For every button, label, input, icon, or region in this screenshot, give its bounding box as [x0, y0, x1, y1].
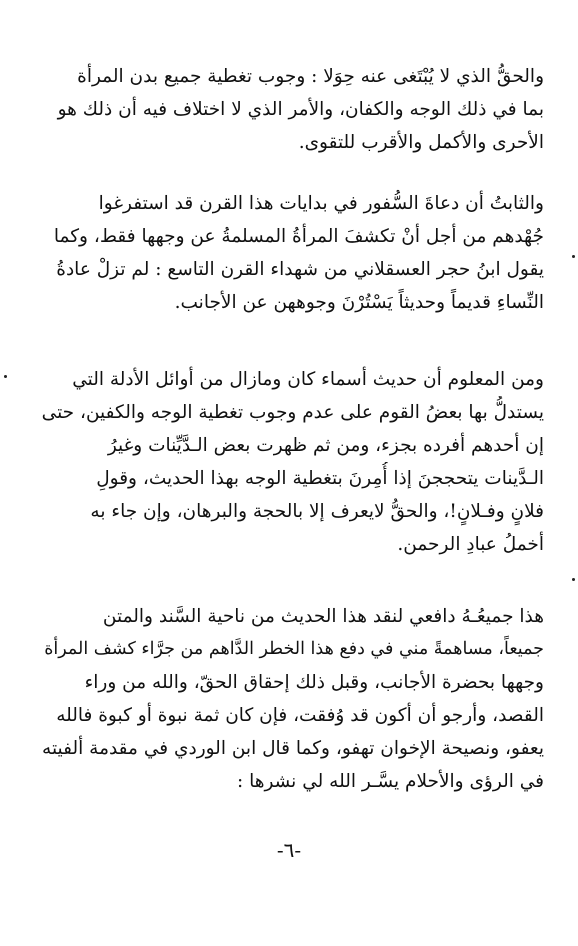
- paragraph-line: والحقُّ الذي لا يُبْتَغى عنه حِوَلا : وجوب تغطية جميع بدن المرأة: [77, 66, 544, 87]
- scan-speck-mark: [572, 578, 575, 581]
- paragraph-line: أخملُ عبادِ الرحمن.: [397, 534, 544, 555]
- scan-speck-mark: [572, 255, 575, 258]
- paragraph-line: النِّساءِ قديماً وحديثاً يَسْتُرْنَ وجوههن عن الأجانب.: [174, 292, 544, 313]
- scan-speck-mark: [4, 375, 7, 378]
- paragraph-line: إن أحدهم أفرده بجزء، ومن ثم ظهرت بعض الـدَّيِّنات وغيرُ: [107, 435, 544, 456]
- paragraph-line: الـدَّينات يتحججنَ إذا أُمِرنَ بتغطية الوجه بهذا الحديث، وقولِ: [96, 468, 544, 489]
- page-number: -٦-: [276, 838, 302, 862]
- paragraph-line: الأحرى والأكمل والأقرب للتقوى.: [298, 132, 544, 153]
- paragraph-4: [34, 600, 544, 798]
- paragraph-line: جميعاً، مساهمةً مني في دفع هذا الخطر الدَّاهم من جرَّاء كشف المرأة: [44, 639, 544, 659]
- paragraph-line: يعفو، ونصيحة الإخوان تهفو، وكما قال ابن الوردي في مقدمة ألفيته: [42, 738, 544, 759]
- paragraph-line: يقول ابنُ حجر العسقلاني من شهداء القرن التاسع : لم تزلْ عادةُ: [56, 259, 544, 280]
- paragraph-line: وجهها بحضرة الأجانب، وقبل ذلك إحقاق الحقّ، والله من وراء: [84, 672, 544, 693]
- paragraph-line: جُهْدهم من أجل أنْ تكشفَ المرأةُ المسلمةُ عن وجهها فقط، وكما: [53, 226, 544, 247]
- paragraph-line: في الرؤى والأحلام يسَّـر الله لي نشرها :: [236, 771, 544, 792]
- paragraph-line: القصد، وأرجو أن أكون قد وُفقت، فإن كان ثمة نبوة أو كبوة فالله: [56, 705, 544, 726]
- paragraph-1: [34, 60, 544, 159]
- paragraph-line: فلانٍ وفـلانٍ!، والحقُّ لايعرف إلا بالحجة والبرهان، وإن جاء به: [90, 501, 544, 522]
- paragraph-line: والثابتُ أن دعاةَ السُّفور في بدايات هذا القرن قد استفرغوا: [98, 193, 544, 214]
- paragraph-line: بما في ذلك الوجه والكفان، والأمر الذي لا اختلاف فيه أن ذلك هو: [57, 99, 544, 120]
- paragraph-line: يستدلُّ بها بعضُ القوم على عدم وجوب تغطية الوجه والكفين، حتى: [41, 402, 544, 423]
- paragraph-line: هذا جميعُـهُ دافعي لنقد هذا الحديث من ناحية السَّند والمتن: [102, 606, 544, 627]
- paragraph-3: [34, 363, 544, 561]
- paragraph-2: [34, 187, 544, 319]
- paragraph-line: ومن المعلوم أن حديث أسماء كان ومازال من أوائل الأدلة التي: [72, 369, 544, 390]
